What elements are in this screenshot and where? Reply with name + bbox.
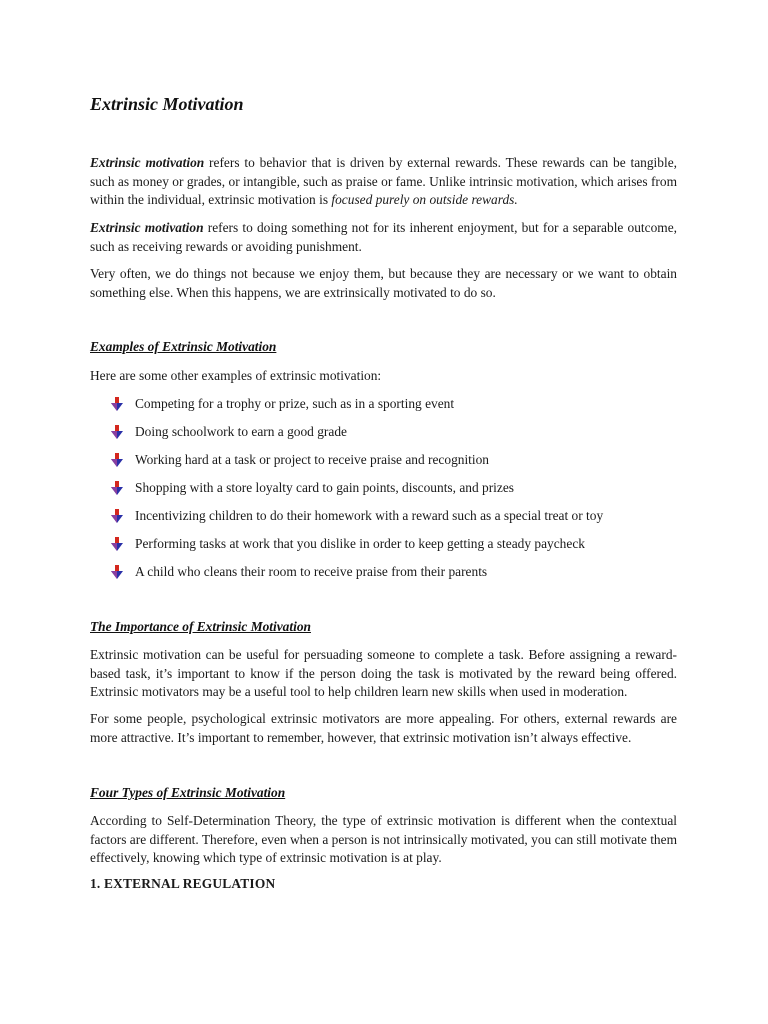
list-item-text: Performing tasks at work that you dislike in order to keep getting a steady paycheck [135,536,585,551]
external-regulation-heading-block [90,876,677,892]
types-paragraph-1-block [90,812,677,868]
arrow-down-bullet-icon [111,537,123,551]
list-item [90,507,677,535]
term-extrinsic-motivation: Extrinsic motivation [90,155,205,170]
importance-paragraph-2: For some people, psychological extrinsic motivators are more appealing. For others, external rewards are more attractive. It’s important to remember, however, that extrinsic motivation isn’t always effective. [90,711,677,745]
importance-paragraph-1: Extrinsic motivation can be useful for persuading someone to complete a task. Before assigning a reward-based task, it’s important to know if the person doing the task is motivated by the reward being offered. Extrinsic motivators may be a useful tool to help children learn new skills when used in moderation. [90,647,677,699]
list-item-text: A child who cleans their room to receive praise from their parents [135,564,488,579]
list-item [90,479,677,507]
list-item [90,563,677,591]
examples-list-block [90,395,677,591]
term-extrinsic-motivation: Extrinsic motivation [90,220,204,235]
list-item [90,451,677,479]
intro-paragraph-3: Very often, we do things not because we enjoy them, but because they are necessary or we want to obtain something else. When this happens, we are extrinsically motivated to do so. [90,266,677,300]
examples-list [90,395,677,591]
list-item-text: Doing schoolwork to earn a good grade [135,424,347,439]
intro-paragraph-1-text: refers to behavior that is driven by external rewards. These rewards can be tangible, such as money or grades, or intangible, such as praise or fame. Unlike intrinsic motivation, which arises from within the individual, extrinsic motivation is [90,155,677,207]
importance-paragraph-1-block [90,646,677,702]
arrow-down-bullet-icon [111,453,123,467]
intro-paragraph-2 [90,219,677,256]
arrow-down-bullet-icon [111,425,123,439]
examples-heading-block [90,339,677,355]
intro-paragraph-1 [90,154,677,210]
arrow-down-bullet-icon [111,509,123,523]
list-item-text: Shopping with a store loyalty card to gain points, discounts, and prizes [135,480,514,495]
examples-heading: Examples of Extrinsic Motivation [90,339,277,354]
intro-paragraph-2-text: refers to doing something not for its inherent enjoyment, but for a separable outcome, such as receiving rewards or avoiding punishment. [90,220,677,254]
list-item-text: Working hard at a task or project to receive praise and recognition [135,452,490,467]
list-item-text: Competing for a trophy or prize, such as in a sporting event [135,396,455,411]
types-paragraph-1: According to Self-Determination Theory, the type of extrinsic motivation is different when the contextual factors are different. Therefore, even when a person is not intrinsically motivated, you can still motivate them effectively, knowing which type of extrinsic motivation is at play. [90,813,677,865]
importance-heading: The Importance of Extrinsic Motivation [90,619,311,634]
intro-paragraph-3-block [90,265,677,302]
importance-heading-block [90,619,677,635]
arrow-down-bullet-icon [111,481,123,495]
types-heading: Four Types of Extrinsic Motivation [90,785,286,800]
list-item [90,535,677,563]
intro-paragraph-1-block [90,154,677,210]
intro-paragraph-1-italic: focused purely on outside rewards. [331,192,518,207]
document-title: Extrinsic Motivation [90,94,244,114]
intro-paragraph-2-block [90,219,677,256]
arrow-down-bullet-icon [111,397,123,411]
importance-paragraph-2-block [90,710,677,747]
types-heading-block [90,785,677,801]
examples-intro: Here are some other examples of extrinsic motivation: [90,368,382,383]
external-regulation-heading: 1. EXTERNAL REGULATION [90,876,276,891]
list-item [90,395,677,423]
list-item [90,423,677,451]
list-item-text: Incentivizing children to do their homework with a reward such as a special treat or toy [135,508,604,523]
arrow-down-bullet-icon [111,565,123,579]
examples-intro-block [90,367,677,386]
